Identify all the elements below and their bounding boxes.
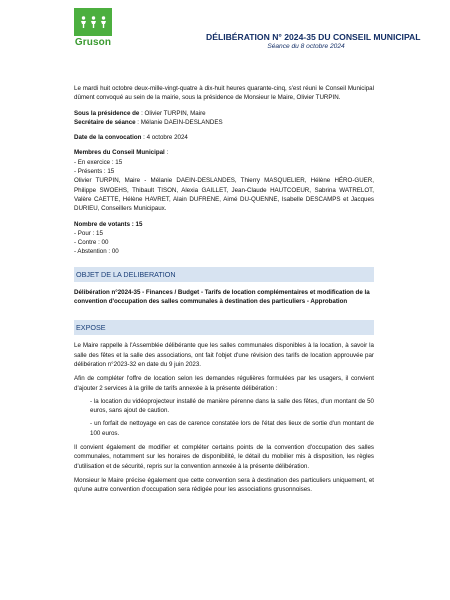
expose-paragraph-1: Le Maire rappelle à l'Assemblée délibérante que les salles communales disponibles à la location, à savoir la salle des fêtes et la salle des associations, ont fait l'objet d'une révision des tarifs de location approuvée par délibération n°2023-32 en date du 9 juin 2023. (74, 342, 374, 368)
logo-badge (74, 8, 112, 36)
presidence-label: Sous la présidence de (74, 109, 140, 117)
expose-paragraph-2: Afin de compléter l'offre de location selon les demandes régulières formulées par les usagers, il convient d'ajouter 2 services à la grille de tarifs annexée à la présente délibération : (74, 375, 374, 392)
convocation-value: : 4 octobre 2024 (141, 134, 188, 142)
expose-item-2: - un forfait de nettoyage en cas de carence constatée lors de l'état des lieux de sortie d'un montant de 100 euros. (90, 420, 374, 437)
secretaire-value: : Mélanie DAEIN-DESLANDES (135, 118, 223, 126)
intro-paragraph: Le mardi huit octobre deux-mille-vingt-quatre à dix-huit heures quarante-cinq, s'est réuni le Conseil Municipal dûment convoqué au sein de la mairie, sous la présidence de Monsieur le Maire, Olivier TURPIN. (74, 85, 374, 102)
objet-text: Délibération n°2024-35 - Finances / Budget - Tarifs de location complémentaires et modification de la convention d'occupation des salles communales à destination des particuliers - Approbation (74, 288, 370, 306)
presidence-value: : Olivier TURPIN, Maire (139, 109, 206, 117)
gruson-logo (74, 8, 112, 58)
membres-label: Membres du Conseil Municipal (74, 149, 165, 157)
logo-figure-icon (90, 16, 97, 28)
expose-paragraph-3: Il convient également de modifier et compléter certains points de la convention d'occupation des salles communales, notamment sur les horaires de disponibilité, le détail du mobilier mis à disposition, les règles d'utilisation et de sécurité, repris sur la convention annexée à la présente délibération. (74, 444, 374, 470)
convocation-label: Date de la convocation (74, 134, 142, 142)
section-objet-header: OBJET DE LA DELIBERATION (74, 267, 374, 282)
page-title: DÉLIBÉRATION N° 2024-35 DU CONSEIL MUNICIPAL (206, 32, 421, 42)
membres-presents: - Présents : 15 (74, 168, 115, 176)
section-expose-header: EXPOSE (74, 320, 374, 335)
membres-en-exercice: - En exercice : 15 (74, 158, 123, 166)
membres-heading (74, 148, 374, 157)
votants-abstention: - Abstention : 00 (74, 248, 119, 256)
presidence-line (74, 109, 374, 118)
secretaire-label: Secrétaire de séance (74, 118, 136, 126)
logo-name: Gruson (74, 37, 112, 48)
votants-line (74, 220, 374, 229)
votants-label: Nombre de votants (74, 220, 131, 228)
votants-contre: - Contre : 00 (74, 239, 109, 247)
membres-list: Olivier TURPIN, Maire - Mélanie DAEIN-DESLANDES, Thierry MASQUELIER, Hélène HÉRO-GUER, Philippe SWOEHS, Thibault TISON, Alexia GAILLET, Jean-Claude HAUTCOEUR, Sabrina WATRELOT, Valère CAETTE, Hélène HAVRET, Alain DUFRENE, Aimé DU-QUENNE, Isabelle DESCAMPS et Jacques DURIEU, Conseillers Municipaux. (74, 177, 374, 213)
logo-figure-icon (100, 16, 107, 28)
expose-item-1: - la location du vidéoprojecteur installé de manière pérenne dans la salle des fêtes, d'un montant de 50 euros, sans ajout de caution. (90, 397, 374, 415)
expose-paragraph-4: Monsieur le Maire précise également que cette convention sera à destination des particuliers uniquement, et qu'une autre convention d'occupation sera rédigée pour les associations grusonnoises. (74, 476, 374, 494)
secretaire-line (74, 118, 374, 127)
votants-pour: - Pour : 15 (74, 229, 103, 237)
page-subtitle: Séance du 8 octobre 2024 (267, 43, 345, 50)
membres-label-suffix: : (164, 149, 169, 157)
convocation-line (74, 133, 374, 142)
logo-figure-icon (80, 16, 87, 28)
document-body (74, 84, 374, 495)
document-header (206, 32, 421, 50)
votants-value: : 15 (130, 220, 143, 228)
